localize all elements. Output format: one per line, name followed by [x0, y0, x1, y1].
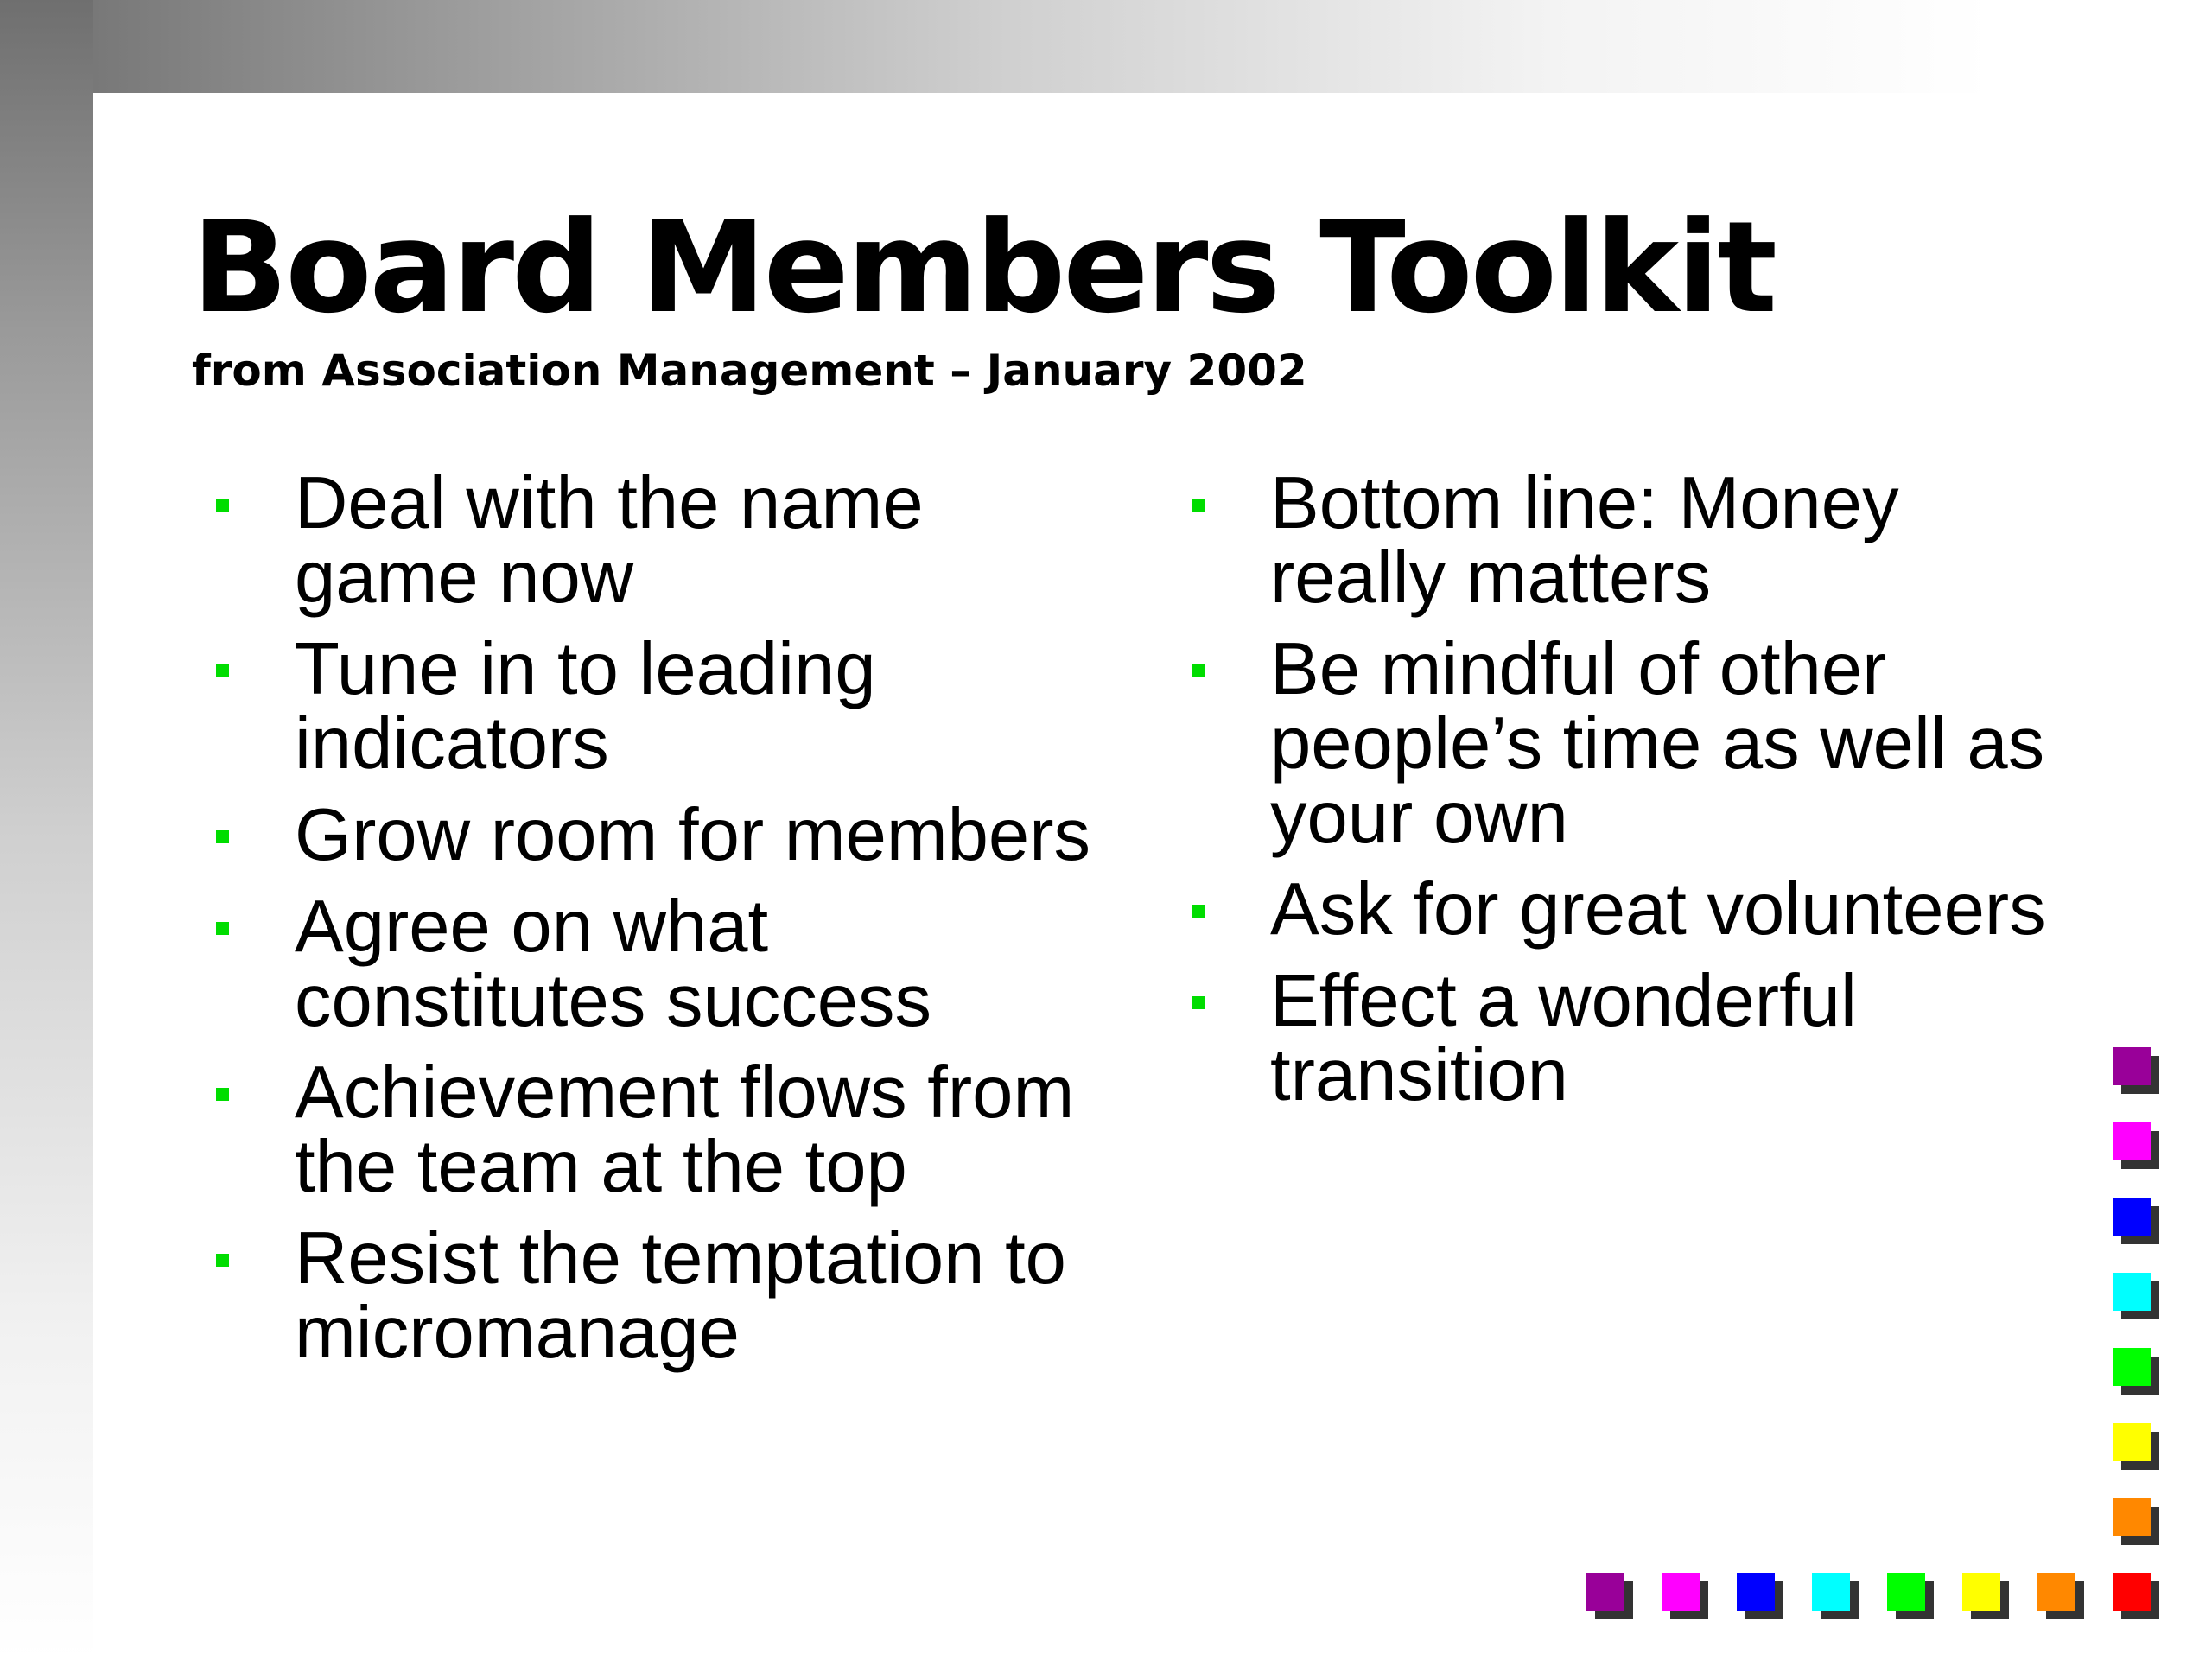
bullet-text: Effect a wonderful transition	[1270, 960, 1857, 1116]
bullet-text: Bottom line: Money really matters	[1270, 462, 1899, 619]
decorative-square-icon	[1887, 1573, 1925, 1611]
bullet-item	[204, 628, 1103, 785]
left-bullet-list	[204, 462, 1103, 1388]
decorative-square-icon	[2113, 1122, 2151, 1160]
bullet-item	[1179, 462, 2078, 619]
bullet-item	[1179, 960, 2078, 1116]
slide-title: Board Members Toolkit	[192, 194, 1775, 341]
bullet-square-icon	[216, 830, 229, 843]
bullet-square-icon	[216, 499, 229, 512]
bullet-square-icon	[216, 1254, 229, 1267]
bullet-text: Resist the temptation to micromanage	[295, 1217, 1066, 1374]
bullet-square-icon	[1192, 996, 1205, 1009]
bullet-text: Deal with the name game now	[295, 462, 924, 619]
bullet-item	[204, 1217, 1103, 1374]
bullet-square-icon	[216, 922, 229, 935]
decorative-square-icon	[2113, 1273, 2151, 1311]
bullet-item	[1179, 628, 2078, 859]
decorative-square-icon	[2113, 1498, 2151, 1536]
decorative-square-icon	[2113, 1423, 2151, 1461]
slide-subtitle: from Association Management – January 2002	[192, 346, 1307, 396]
bullet-text: Agree on what constitutes success	[295, 886, 931, 1042]
bullet-text: Ask for great volunteers	[1270, 868, 2046, 950]
bullet-square-icon	[1192, 664, 1205, 677]
bullet-item	[1179, 868, 2078, 950]
bullet-item	[204, 794, 1103, 876]
decorative-square-icon	[1737, 1573, 1775, 1611]
bullet-item	[204, 1052, 1103, 1208]
decorative-square-icon	[1812, 1573, 1850, 1611]
decorative-square-icon	[2113, 1348, 2151, 1386]
decorative-square-icon	[1662, 1573, 1700, 1611]
bullet-text: Tune in to leading indicators	[295, 628, 876, 785]
decorative-square-icon	[2037, 1573, 2075, 1611]
decorative-square-icon	[2113, 1047, 2151, 1085]
top-gradient-band	[0, 0, 2212, 93]
decorative-square-icon	[2113, 1573, 2151, 1611]
left-gradient-band	[0, 0, 93, 1659]
bullet-square-icon	[1192, 905, 1205, 918]
bullet-square-icon	[216, 1088, 229, 1101]
bullet-item	[204, 886, 1103, 1042]
bullet-square-icon	[216, 664, 229, 677]
decorative-square-icon	[1586, 1573, 1624, 1611]
decorative-square-icon	[1962, 1573, 2000, 1611]
right-bullet-list	[1179, 462, 2078, 1130]
bullet-text: Be mindful of other people’s time as well as your own	[1270, 628, 2045, 859]
decorative-square-icon	[2113, 1198, 2151, 1236]
bullet-text: Grow room for members	[295, 794, 1091, 876]
bullet-item	[204, 462, 1103, 619]
bullet-square-icon	[1192, 499, 1205, 512]
bullet-text: Achievement flows from the team at the top	[295, 1052, 1075, 1208]
